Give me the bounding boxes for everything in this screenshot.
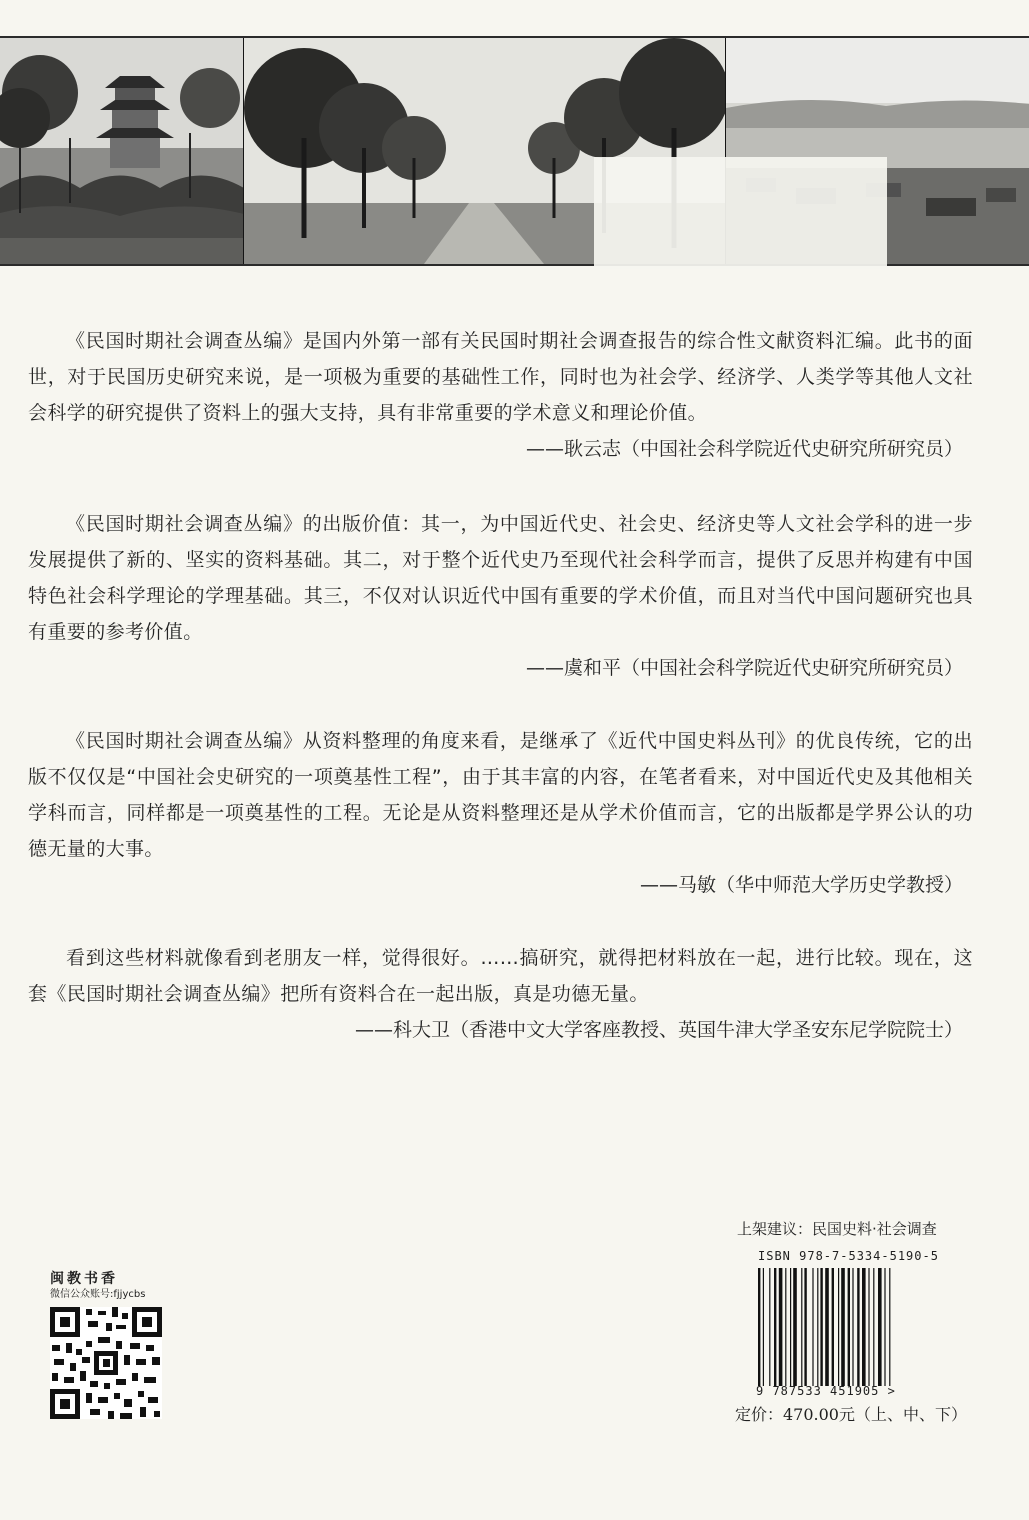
barcode-digits: 9 787533 451905 > <box>756 1384 896 1398</box>
quote-block <box>28 940 973 1048</box>
quote-author: ——马敏（华中师范大学历史学教授） <box>639 874 963 896</box>
quote-block <box>28 323 973 467</box>
qr-code-icon <box>50 1307 162 1419</box>
publisher-name: 闽教书香 <box>50 1271 118 1287</box>
photo-overlay-box <box>594 157 887 269</box>
quote-author: ——虞和平（中国社会科学院近代史研究所研究员） <box>525 657 963 679</box>
quote-text: 看到这些材料就像看到老朋友一样，觉得很好。……搞研究，就得把材料放在一起，进行比较。现在，这套《民国时期社会调查丛编》把所有资料合在一起出版，真是功德无量。 <box>28 947 973 1005</box>
price-text: 定价：470.00元（上、中、下） <box>735 1405 967 1424</box>
barcode-icon <box>756 1268 932 1386</box>
isbn-text: ISBN 978-7-5334-5190-5 <box>758 1249 939 1263</box>
photo-pagoda-harbor <box>0 38 244 264</box>
publisher-block <box>50 1270 170 1423</box>
quote-author: ——科大卫（香港中文大学客座教授、英国牛津大学圣安东尼学院院士） <box>354 1019 963 1041</box>
quote-block <box>28 723 973 903</box>
publisher-wechat: 微信公众账号:fjjycbs <box>50 1289 146 1300</box>
shelf-suggestion: 上架建议：民国史料·社会调查 <box>737 1220 937 1238</box>
quote-author: ——耿云志（中国社会科学院近代史研究所研究员） <box>525 438 963 460</box>
quote-text: 《民国时期社会调查丛编》是国内外第一部有关民国时期社会调查报告的综合性文献资料汇编。此书的面世，对于民国历史研究来说，是一项极为重要的基础性工作，同时也为社会学、经济学、人类学等其他人文社会科学的研究提供了资料上的强大支持，具有非常重要的学术意义和理论价值。 <box>28 330 973 424</box>
quote-text: 《民国时期社会调查丛编》从资料整理的角度来看，是继承了《近代中国史料丛刊》的优良传统，它的出版不仅仅是“中国社会史研究的一项奠基性工程”，由于其丰富的内容，在笔者看来，对中国近代史及其他相关学科而言，同样都是一项奠基性的工程。无论是从资料整理还是从学术价值而言，它的出版都是学界公认的功德无量的大事。 <box>28 730 973 860</box>
quote-text: 《民国时期社会调查丛编》的出版价值：其一，为中国近代史、社会史、经济史等人文社会学科的进一步发展提供了新的、坚实的资料基础。其二，对于整个近代史乃至现代社会科学而言，提供了反思并构建有中国特色社会科学理论的学理基础。其三，不仅对认识近代中国有重要的学术价值，而且对当代中国问题研究也具有重要的参考价值。 <box>28 513 973 643</box>
quote-block <box>28 506 973 686</box>
